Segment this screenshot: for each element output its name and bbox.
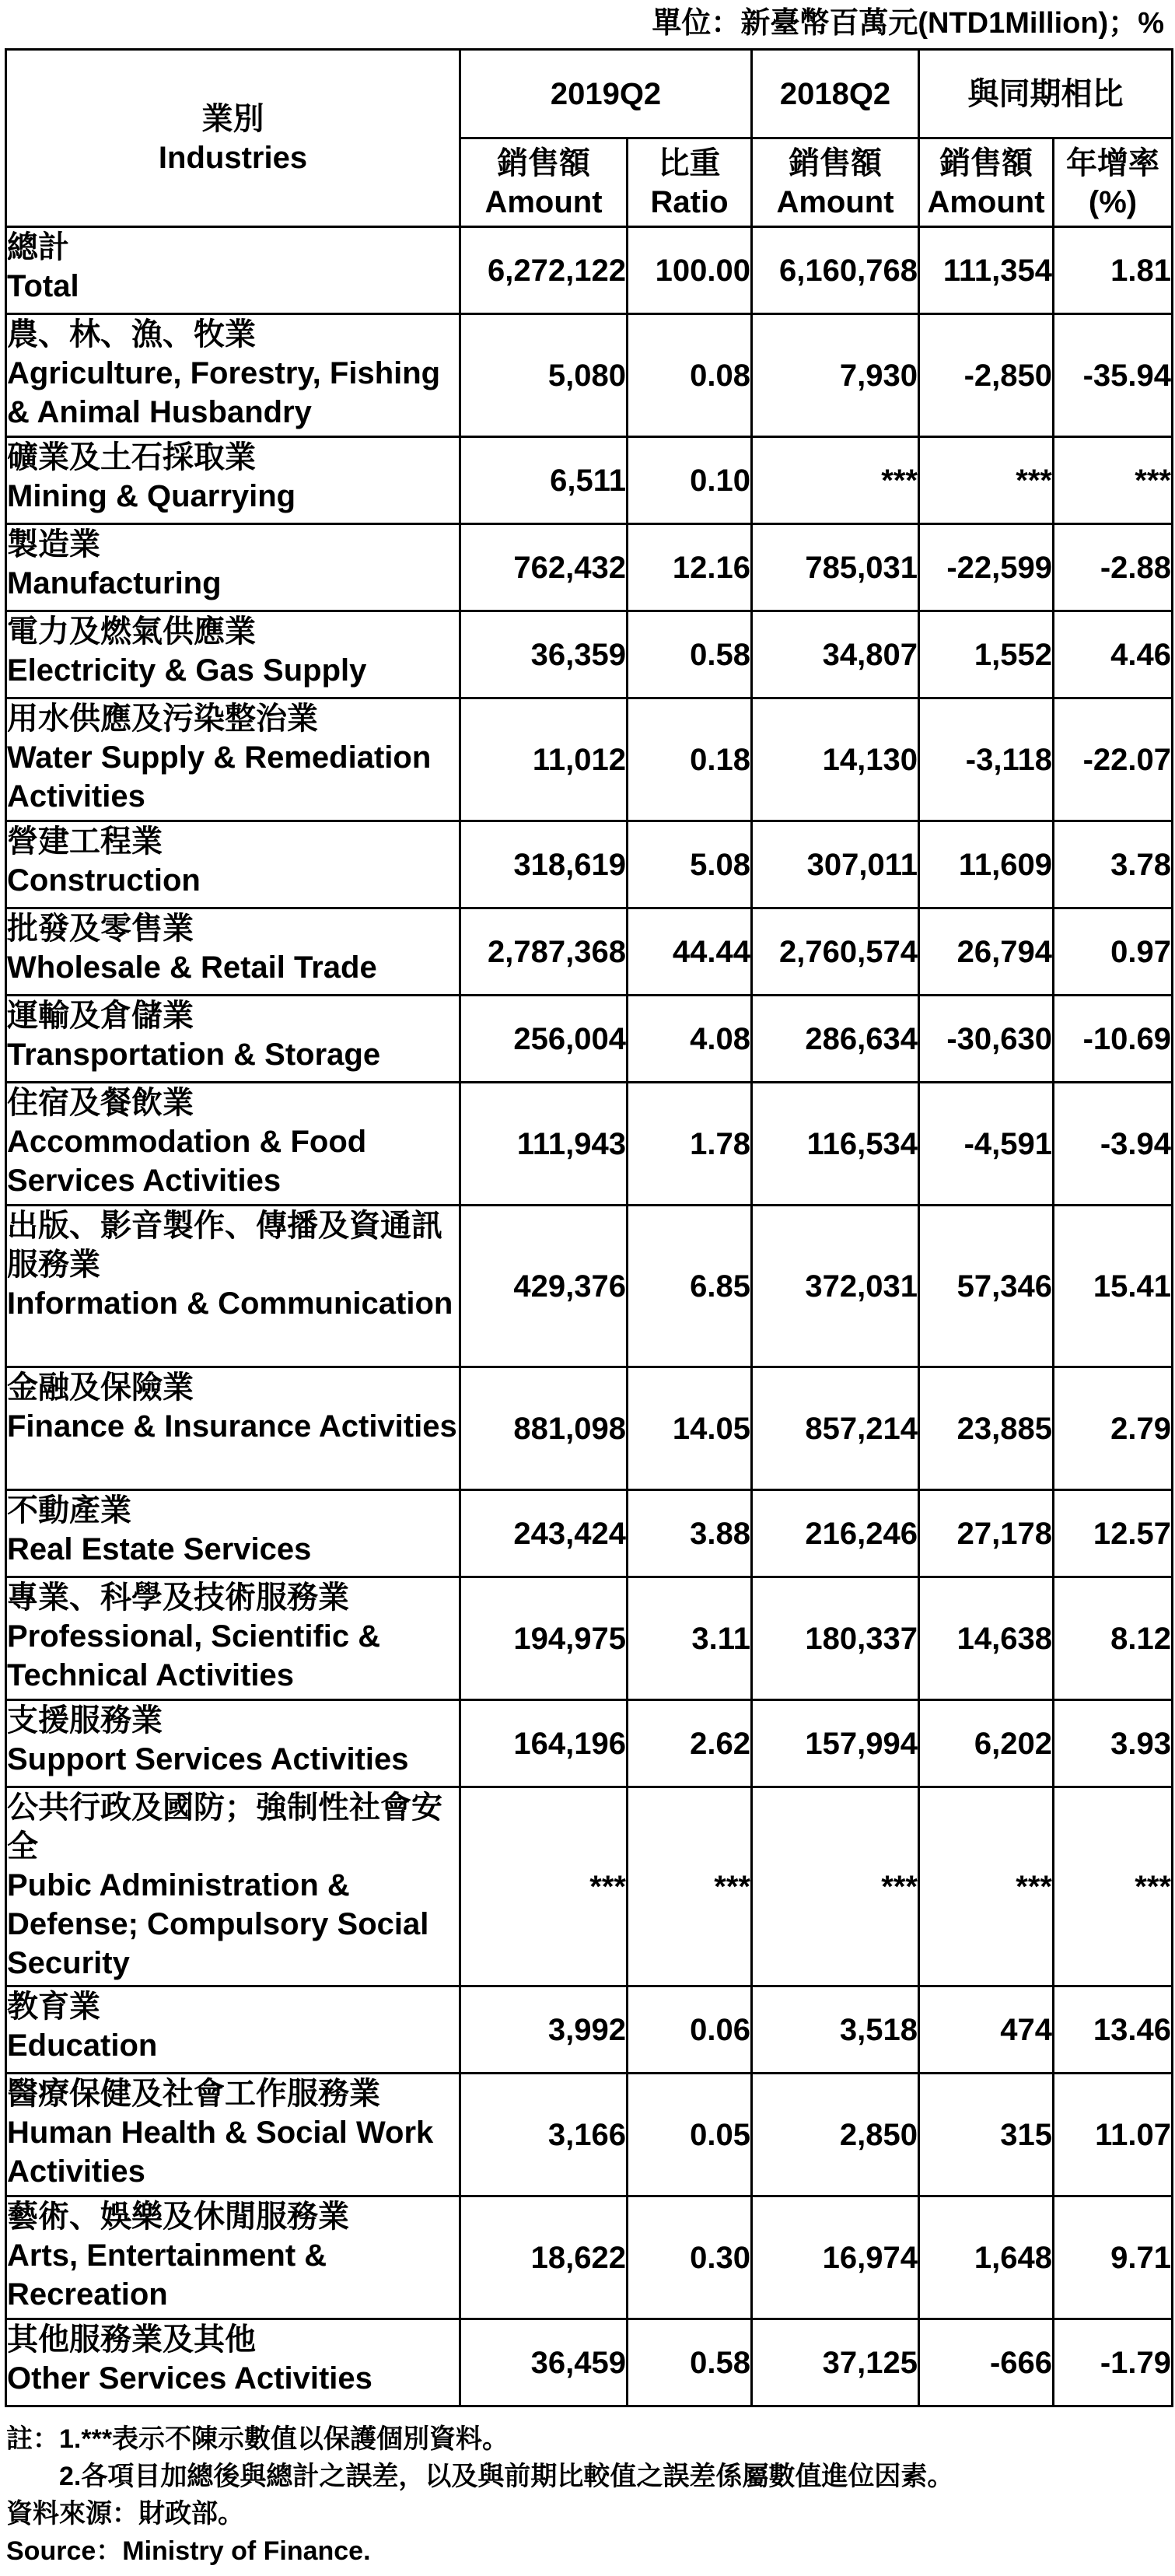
industry-name-zh: 支援服務業 [7, 1703, 163, 1738]
cell-ratio: 0.58 [628, 2319, 752, 2406]
industry-name-en: Manufacturing [7, 566, 222, 600]
cell-change: 111,354 [919, 227, 1054, 314]
cell-amount-2019q2: 111,943 [460, 1083, 628, 1206]
cell-change: 14,638 [919, 1577, 1054, 1700]
cell-ratio: 0.30 [628, 2196, 752, 2319]
industry-name-en: Wholesale & Retail Trade [7, 950, 377, 985]
industry-name-zh: 醫療保健及社會工作服務業 [7, 2077, 380, 2111]
industry-name-en: Support Services Activities [7, 1742, 409, 1776]
cell-industry [6, 227, 460, 314]
industry-name-en: Electricity & Gas Supply [7, 653, 367, 688]
industry-name-zh: 運輸及倉儲業 [7, 999, 194, 1033]
cell-amount-2018q2: 286,634 [752, 996, 919, 1083]
cell-change: 1,648 [919, 2196, 1054, 2319]
cell-industry [6, 698, 460, 821]
industry-name-en: Finance & Insurance Activities [7, 1409, 457, 1444]
cell-change: *** [919, 1787, 1054, 1986]
cell-amount-2018q2: 3,518 [752, 1986, 919, 2074]
cell-industry [6, 821, 460, 908]
industry-name-en: Education [7, 2028, 158, 2063]
cell-industry [6, 996, 460, 1083]
cell-amount-2019q2: 256,004 [460, 996, 628, 1083]
table-row [6, 1206, 1173, 1367]
cell-change: 474 [919, 1986, 1054, 2074]
cell-amount-2019q2: 2,787,368 [460, 908, 628, 996]
header-growth-en: (%) [1088, 184, 1138, 219]
cell-amount-2019q2: 243,424 [460, 1490, 628, 1577]
table-row [6, 1577, 1173, 1700]
industry-name-zh: 總計 [7, 230, 69, 264]
cell-industry [6, 611, 460, 698]
cell-growth: 12.57 [1054, 1490, 1173, 1577]
cell-industry [6, 1986, 460, 2074]
table-row [6, 1986, 1173, 2074]
cell-growth: 13.46 [1054, 1986, 1173, 2074]
table-row [6, 996, 1173, 1083]
cell-change: -4,591 [919, 1083, 1054, 1206]
cell-change: 27,178 [919, 1490, 1054, 1577]
cell-industry [6, 1700, 460, 1787]
cell-industry [6, 1490, 460, 1577]
header-period-previous: 2018Q2 [752, 50, 919, 138]
cell-amount-2018q2: 14,130 [752, 698, 919, 821]
cell-change: -2,850 [919, 314, 1054, 437]
cell-growth: 15.41 [1054, 1206, 1173, 1367]
table-row [6, 437, 1173, 524]
cell-change: -22,599 [919, 524, 1054, 611]
cell-amount-2018q2: 6,160,768 [752, 227, 919, 314]
cell-growth: -35.94 [1054, 314, 1173, 437]
cell-ratio: 3.88 [628, 1490, 752, 1577]
cell-growth: 11.07 [1054, 2074, 1173, 2196]
cell-amount-2019q2: 5,080 [460, 314, 628, 437]
cell-amount-2018q2: *** [752, 1787, 919, 1986]
source-en: Source：Ministry of Finance. [6, 2536, 371, 2566]
cell-amount-2018q2: 307,011 [752, 821, 919, 908]
cell-industry [6, 908, 460, 996]
cell-amount-2019q2: 762,432 [460, 524, 628, 611]
industry-name-en: Real Estate Services [7, 1532, 312, 1566]
industry-name-zh: 教育業 [7, 1990, 100, 2024]
cell-ratio: 0.18 [628, 698, 752, 821]
table-row [6, 314, 1173, 437]
header-growth [1054, 138, 1173, 227]
cell-change: -30,630 [919, 996, 1054, 1083]
cell-growth: 4.46 [1054, 611, 1173, 698]
cell-amount-2019q2: *** [460, 1787, 628, 1986]
table-row [6, 2319, 1173, 2406]
cell-amount-2019q2: 11,012 [460, 698, 628, 821]
cell-change: *** [919, 437, 1054, 524]
header-industry-zh: 業別 [201, 101, 264, 136]
cell-ratio: *** [628, 1787, 752, 1986]
header-comparison: 與同期相比 [919, 50, 1173, 138]
table-row [6, 1083, 1173, 1206]
cell-amount-2019q2: 194,975 [460, 1577, 628, 1700]
cell-amount-2018q2: 157,994 [752, 1700, 919, 1787]
cell-ratio: 1.78 [628, 1083, 752, 1206]
header-amount-en: Amount [776, 184, 894, 219]
industry-name-zh: 批發及零售業 [7, 912, 194, 946]
cell-growth: -3.94 [1054, 1083, 1173, 1206]
industry-name-zh: 專業、科學及技術服務業 [7, 1580, 349, 1615]
header-amount-change [919, 138, 1054, 227]
table-row [6, 611, 1173, 698]
cell-industry [6, 1206, 460, 1367]
table-row [6, 698, 1173, 821]
cell-change: 57,346 [919, 1206, 1054, 1367]
industry-name-en: Mining & Quarrying [7, 479, 296, 513]
cell-growth: *** [1054, 437, 1173, 524]
cell-growth: 3.93 [1054, 1700, 1173, 1787]
cell-amount-2019q2: 3,992 [460, 1986, 628, 2074]
cell-amount-2018q2: 34,807 [752, 611, 919, 698]
header-amount-en: Amount [927, 184, 1045, 219]
cell-amount-2018q2: 7,930 [752, 314, 919, 437]
table-row [6, 821, 1173, 908]
industry-name-zh: 其他服務業及其他 [7, 2322, 256, 2357]
header-ratio [628, 138, 752, 227]
header-period-current: 2019Q2 [460, 50, 752, 138]
industry-name-zh: 藝術、娛樂及休閒服務業 [7, 2200, 349, 2234]
industry-name-zh: 出版、影音製作、傳播及資通訊服務業 [7, 1209, 442, 1282]
header-industry [6, 50, 460, 227]
cell-growth: 3.78 [1054, 821, 1173, 908]
cell-amount-2018q2: 37,125 [752, 2319, 919, 2406]
table-row [6, 1490, 1173, 1577]
cell-amount-2019q2: 6,272,122 [460, 227, 628, 314]
cell-amount-2018q2: 372,031 [752, 1206, 919, 1367]
cell-amount-2019q2: 318,619 [460, 821, 628, 908]
cell-growth: 0.97 [1054, 908, 1173, 996]
unit-label: 單位：新臺幣百萬元(NTD1Million)；% [652, 7, 1164, 40]
cell-growth: -22.07 [1054, 698, 1173, 821]
cell-ratio: 44.44 [628, 908, 752, 996]
cell-change: 26,794 [919, 908, 1054, 996]
cell-ratio: 2.62 [628, 1700, 752, 1787]
cell-amount-2018q2: 785,031 [752, 524, 919, 611]
cell-growth: 9.71 [1054, 2196, 1173, 2319]
cell-ratio: 14.05 [628, 1367, 752, 1490]
header-amount-current [460, 138, 628, 227]
note-2: 2.各項目加總後與總計之誤差，以及與前期比較值之誤差係屬數值進位因素。 [59, 2462, 954, 2491]
header-ratio-zh: 比重 [658, 145, 721, 180]
industry-name-en: Agriculture, Forestry, Fishing & Animal Husbandry [7, 356, 441, 429]
cell-change: -666 [919, 2319, 1054, 2406]
cell-amount-2019q2: 6,511 [460, 437, 628, 524]
cell-industry [6, 437, 460, 524]
cell-industry [6, 2319, 460, 2406]
cell-amount-2018q2: 16,974 [752, 2196, 919, 2319]
industry-name-en: Water Supply & Remediation Activities [7, 740, 432, 814]
cell-change: 315 [919, 2074, 1054, 2196]
cell-industry [6, 1367, 460, 1490]
cell-amount-2019q2: 36,459 [460, 2319, 628, 2406]
header-amount-zh: 銷售額 [789, 145, 882, 180]
header-ratio-en: Ratio [650, 184, 729, 219]
industry-name-en: Transportation & Storage [7, 1038, 381, 1072]
cell-amount-2018q2: 180,337 [752, 1577, 919, 1700]
cell-growth: -2.88 [1054, 524, 1173, 611]
industry-name-zh: 住宿及餐飲業 [7, 1086, 194, 1120]
cell-change: 11,609 [919, 821, 1054, 908]
industry-name-zh: 不動產業 [7, 1493, 131, 1528]
industry-name-en: Accommodation & Food Services Activities [7, 1125, 367, 1198]
cell-growth: 2.79 [1054, 1367, 1173, 1490]
industry-name-en: Information & Communication [7, 1286, 453, 1321]
cell-amount-2019q2: 164,196 [460, 1700, 628, 1787]
table-row [6, 1700, 1173, 1787]
industry-name-zh: 用水供應及污染整治業 [7, 702, 318, 736]
industry-name-en: Construction [7, 863, 201, 898]
table-row [6, 908, 1173, 996]
cell-ratio: 0.10 [628, 437, 752, 524]
industry-name-zh: 公共行政及國防；強制性社會安全 [7, 1790, 442, 1864]
cell-ratio: 12.16 [628, 524, 752, 611]
industry-name-zh: 農、林、漁、牧業 [7, 317, 256, 352]
cell-industry [6, 1787, 460, 1986]
cell-amount-2018q2: *** [752, 437, 919, 524]
note-1: 註：1.***表示不陳示數值以保護個別資料。 [6, 2424, 509, 2454]
cell-ratio: 0.58 [628, 611, 752, 698]
industry-name-zh: 礦業及土石採取業 [7, 440, 256, 474]
cell-amount-2018q2: 216,246 [752, 1490, 919, 1577]
cell-growth: -1.79 [1054, 2319, 1173, 2406]
cell-amount-2019q2: 18,622 [460, 2196, 628, 2319]
industry-name-en: Total [7, 269, 79, 303]
cell-industry [6, 2074, 460, 2196]
industry-name-zh: 營建工程業 [7, 824, 163, 859]
cell-ratio: 6.85 [628, 1206, 752, 1367]
table-row [6, 1787, 1173, 1986]
industry-name-en: Pubic Administration & Defense; Compulsory Social Security [7, 1868, 429, 1980]
industry-name-zh: 製造業 [7, 527, 100, 562]
cell-growth: *** [1054, 1787, 1173, 1986]
source-zh: 資料來源：財政部。 [6, 2499, 244, 2529]
table-body [6, 227, 1173, 2406]
cell-industry [6, 524, 460, 611]
cell-ratio: 0.06 [628, 1986, 752, 2074]
industry-name-en: Professional, Scientific & Technical Activities [7, 1619, 381, 1692]
cell-growth: -10.69 [1054, 996, 1173, 1083]
industry-name-zh: 電力及燃氣供應業 [7, 614, 256, 649]
cell-amount-2018q2: 857,214 [752, 1367, 919, 1490]
cell-growth: 8.12 [1054, 1577, 1173, 1700]
notes [6, 2420, 1165, 2570]
cell-industry [6, 1083, 460, 1206]
cell-change: 1,552 [919, 611, 1054, 698]
cell-amount-2019q2: 36,359 [460, 611, 628, 698]
table-row [6, 227, 1173, 314]
cell-change: -3,118 [919, 698, 1054, 821]
table-row [6, 2074, 1173, 2196]
table-row [6, 1367, 1173, 1490]
cell-ratio: 0.08 [628, 314, 752, 437]
cell-amount-2018q2: 2,850 [752, 2074, 919, 2196]
cell-industry [6, 1577, 460, 1700]
cell-ratio: 4.08 [628, 996, 752, 1083]
cell-industry [6, 2196, 460, 2319]
header-amount-previous [752, 138, 919, 227]
cell-amount-2019q2: 3,166 [460, 2074, 628, 2196]
cell-amount-2019q2: 881,098 [460, 1367, 628, 1490]
cell-amount-2019q2: 429,376 [460, 1206, 628, 1367]
sales-table [5, 48, 1173, 2407]
cell-ratio: 3.11 [628, 1577, 752, 1700]
industry-name-en: Other Services Activities [7, 2361, 372, 2396]
table-row [6, 524, 1173, 611]
cell-change: 6,202 [919, 1700, 1054, 1787]
cell-ratio: 5.08 [628, 821, 752, 908]
industry-name-en: Human Health & Social Work Activities [7, 2116, 434, 2189]
industry-name-zh: 金融及保險業 [7, 1370, 194, 1405]
cell-industry [6, 314, 460, 437]
cell-amount-2018q2: 2,760,574 [752, 908, 919, 996]
header-amount-zh: 銷售額 [497, 145, 590, 180]
cell-ratio: 0.05 [628, 2074, 752, 2196]
table-row [6, 2196, 1173, 2319]
header-amount-en: Amount [484, 184, 603, 219]
header-industry-en: Industries [158, 140, 308, 175]
cell-amount-2018q2: 116,534 [752, 1083, 919, 1206]
cell-growth: 1.81 [1054, 227, 1173, 314]
cell-change: 23,885 [919, 1367, 1054, 1490]
industry-name-en: Arts, Entertainment & Recreation [7, 2238, 327, 2312]
cell-ratio: 100.00 [628, 227, 752, 314]
header-growth-zh: 年增率 [1066, 145, 1159, 180]
header-amount-zh: 銷售額 [939, 145, 1033, 180]
